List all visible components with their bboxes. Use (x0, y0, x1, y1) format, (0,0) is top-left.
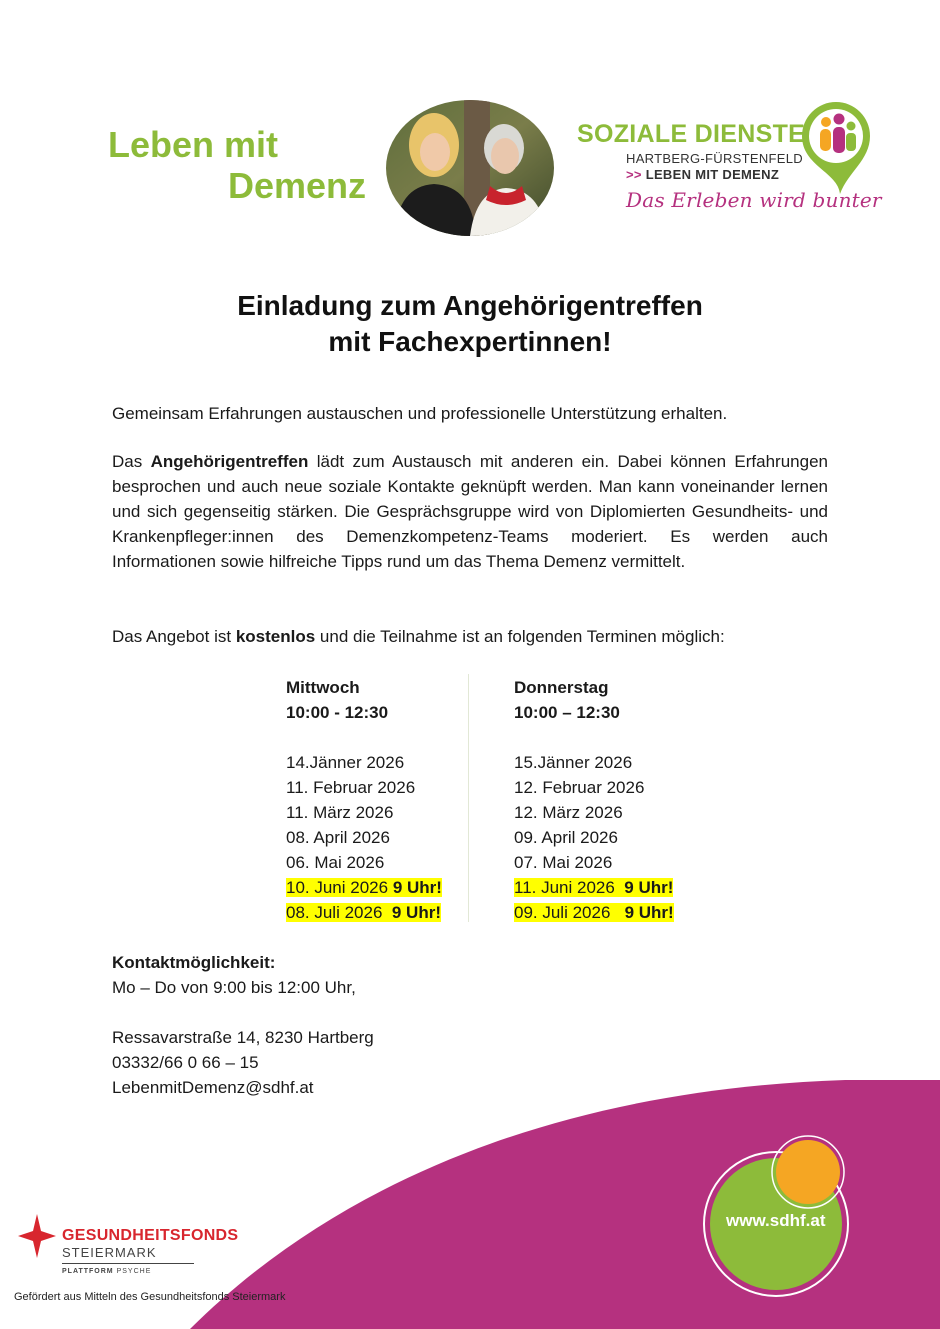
p2-bold: kostenlos (235, 627, 316, 646)
page-title (0, 288, 940, 360)
gesundheitsfonds-divider (62, 1263, 194, 1264)
contact-hours: Mo – Do von 9:00 bis 12:00 Uhr, (112, 978, 356, 997)
title-line2: mit Fachexpertinnen! (328, 326, 612, 357)
schedule-date: 15.Jänner 2026 (514, 753, 633, 772)
schedule-date: 12. Februar 2026 (514, 778, 645, 797)
schedule-date-highlighted: 09. Juli 2026 9 Uhr! (514, 903, 674, 922)
schedule-time: 10:00 - 12:30 (286, 703, 389, 722)
intro-text: Gemeinsam Erfahrungen austauschen und professionelle Unterstützung erhalten. (112, 404, 728, 423)
leben-mit-demenz-logo (108, 124, 366, 207)
p2-pre: Das Angebot ist (112, 627, 232, 646)
schedule-date: 14.Jänner 2026 (286, 753, 405, 772)
soziale-dienste-subtitle (626, 167, 779, 182)
schedule-date-highlighted: 08. Juli 2026 9 Uhr! (286, 903, 441, 922)
p1-pre: Das (112, 452, 143, 471)
p1-bold: Angehörigentreffen (150, 452, 309, 471)
contact-phone: 03332/66 0 66 – 15 (112, 1053, 259, 1072)
soziale-dienste-slogan: Das Erleben wird bunter (626, 188, 882, 212)
sdhf-url[interactable]: www.sdhf.at (726, 1211, 826, 1230)
p2-rest: und die Teilnahme ist an folgenden Terminen möglich: (319, 627, 725, 646)
gesundheitsfonds-star-icon (18, 1214, 56, 1258)
schedule-time: 10:00 – 12:30 (514, 703, 620, 722)
schedule-date: 08. April 2026 (286, 828, 390, 847)
soziale-dienste-region: HARTBERG-FÜRSTENFELD (626, 151, 803, 166)
schedule-day: Donnerstag (514, 678, 609, 697)
sd-sub-text: LEBEN MIT DEMENZ (645, 167, 780, 182)
funding-note: Gefördert aus Mitteln des Gesundheitsfonds Steiermark (14, 1291, 286, 1303)
gesundheitsfonds-sub: STEIERMARK (62, 1245, 157, 1260)
schedule-date: 07. Mai 2026 (514, 853, 613, 872)
schedule-date: 12. März 2026 (514, 803, 623, 822)
schedule-day: Mittwoch (286, 678, 360, 697)
body-paragraph-1 (112, 449, 828, 574)
schedule-thursday (514, 675, 674, 925)
body-paragraph-2 (112, 624, 828, 649)
schedule-date: 09. April 2026 (514, 828, 618, 847)
schedule-date: 11. März 2026 (286, 803, 394, 822)
schedule-divider (468, 674, 469, 922)
soziale-dienste-name: SOZIALE DIENSTE (577, 120, 806, 148)
gesundheitsfonds-platform: PLATTFORM PSYCHE (62, 1268, 152, 1275)
schedule-wednesday (286, 675, 442, 925)
p1-rest: lädt zum Austausch mit anderen ein. Dabei können Erfahrungen besprochen und auch neue soziale Kontakte geknüpft werden. Man kann voneinander lernen und sich gegenseitig stärken. Die Gesprächsgruppe wird von Diplomierten Gesundheits- und Krankenpfleger:innen des Demenzkompetenz-Teams moderiert. Es werden auch Informationen sowie hilfreiche Tipps rund um das Thema Demenz vermittelt. (112, 452, 828, 571)
sd-arrow: >> (626, 167, 642, 182)
title-line1: Einladung zum Angehörigentreffen (237, 290, 703, 321)
schedule-date: 06. Mai 2026 (286, 853, 385, 872)
lmd-line1: Leben mit (108, 124, 279, 165)
lmd-line2: Demenz (228, 165, 367, 207)
schedule-date: 11. Februar 2026 (286, 778, 416, 797)
contact-heading: Kontaktmöglichkeit: (112, 953, 276, 972)
contact-email[interactable]: LebenmitDemenz@sdhf.at (112, 1078, 314, 1097)
contact-address: Ressavarstraße 14, 8230 Hartberg (112, 1028, 374, 1047)
schedule-date-highlighted: 10. Juni 2026 9 Uhr! (286, 878, 442, 897)
gesundheitsfonds-name: GESUNDHEITSFONDS (62, 1227, 239, 1244)
schedule-date-highlighted: 11. Juni 2026 9 Uhr! (514, 878, 674, 897)
header-photo (386, 100, 554, 236)
